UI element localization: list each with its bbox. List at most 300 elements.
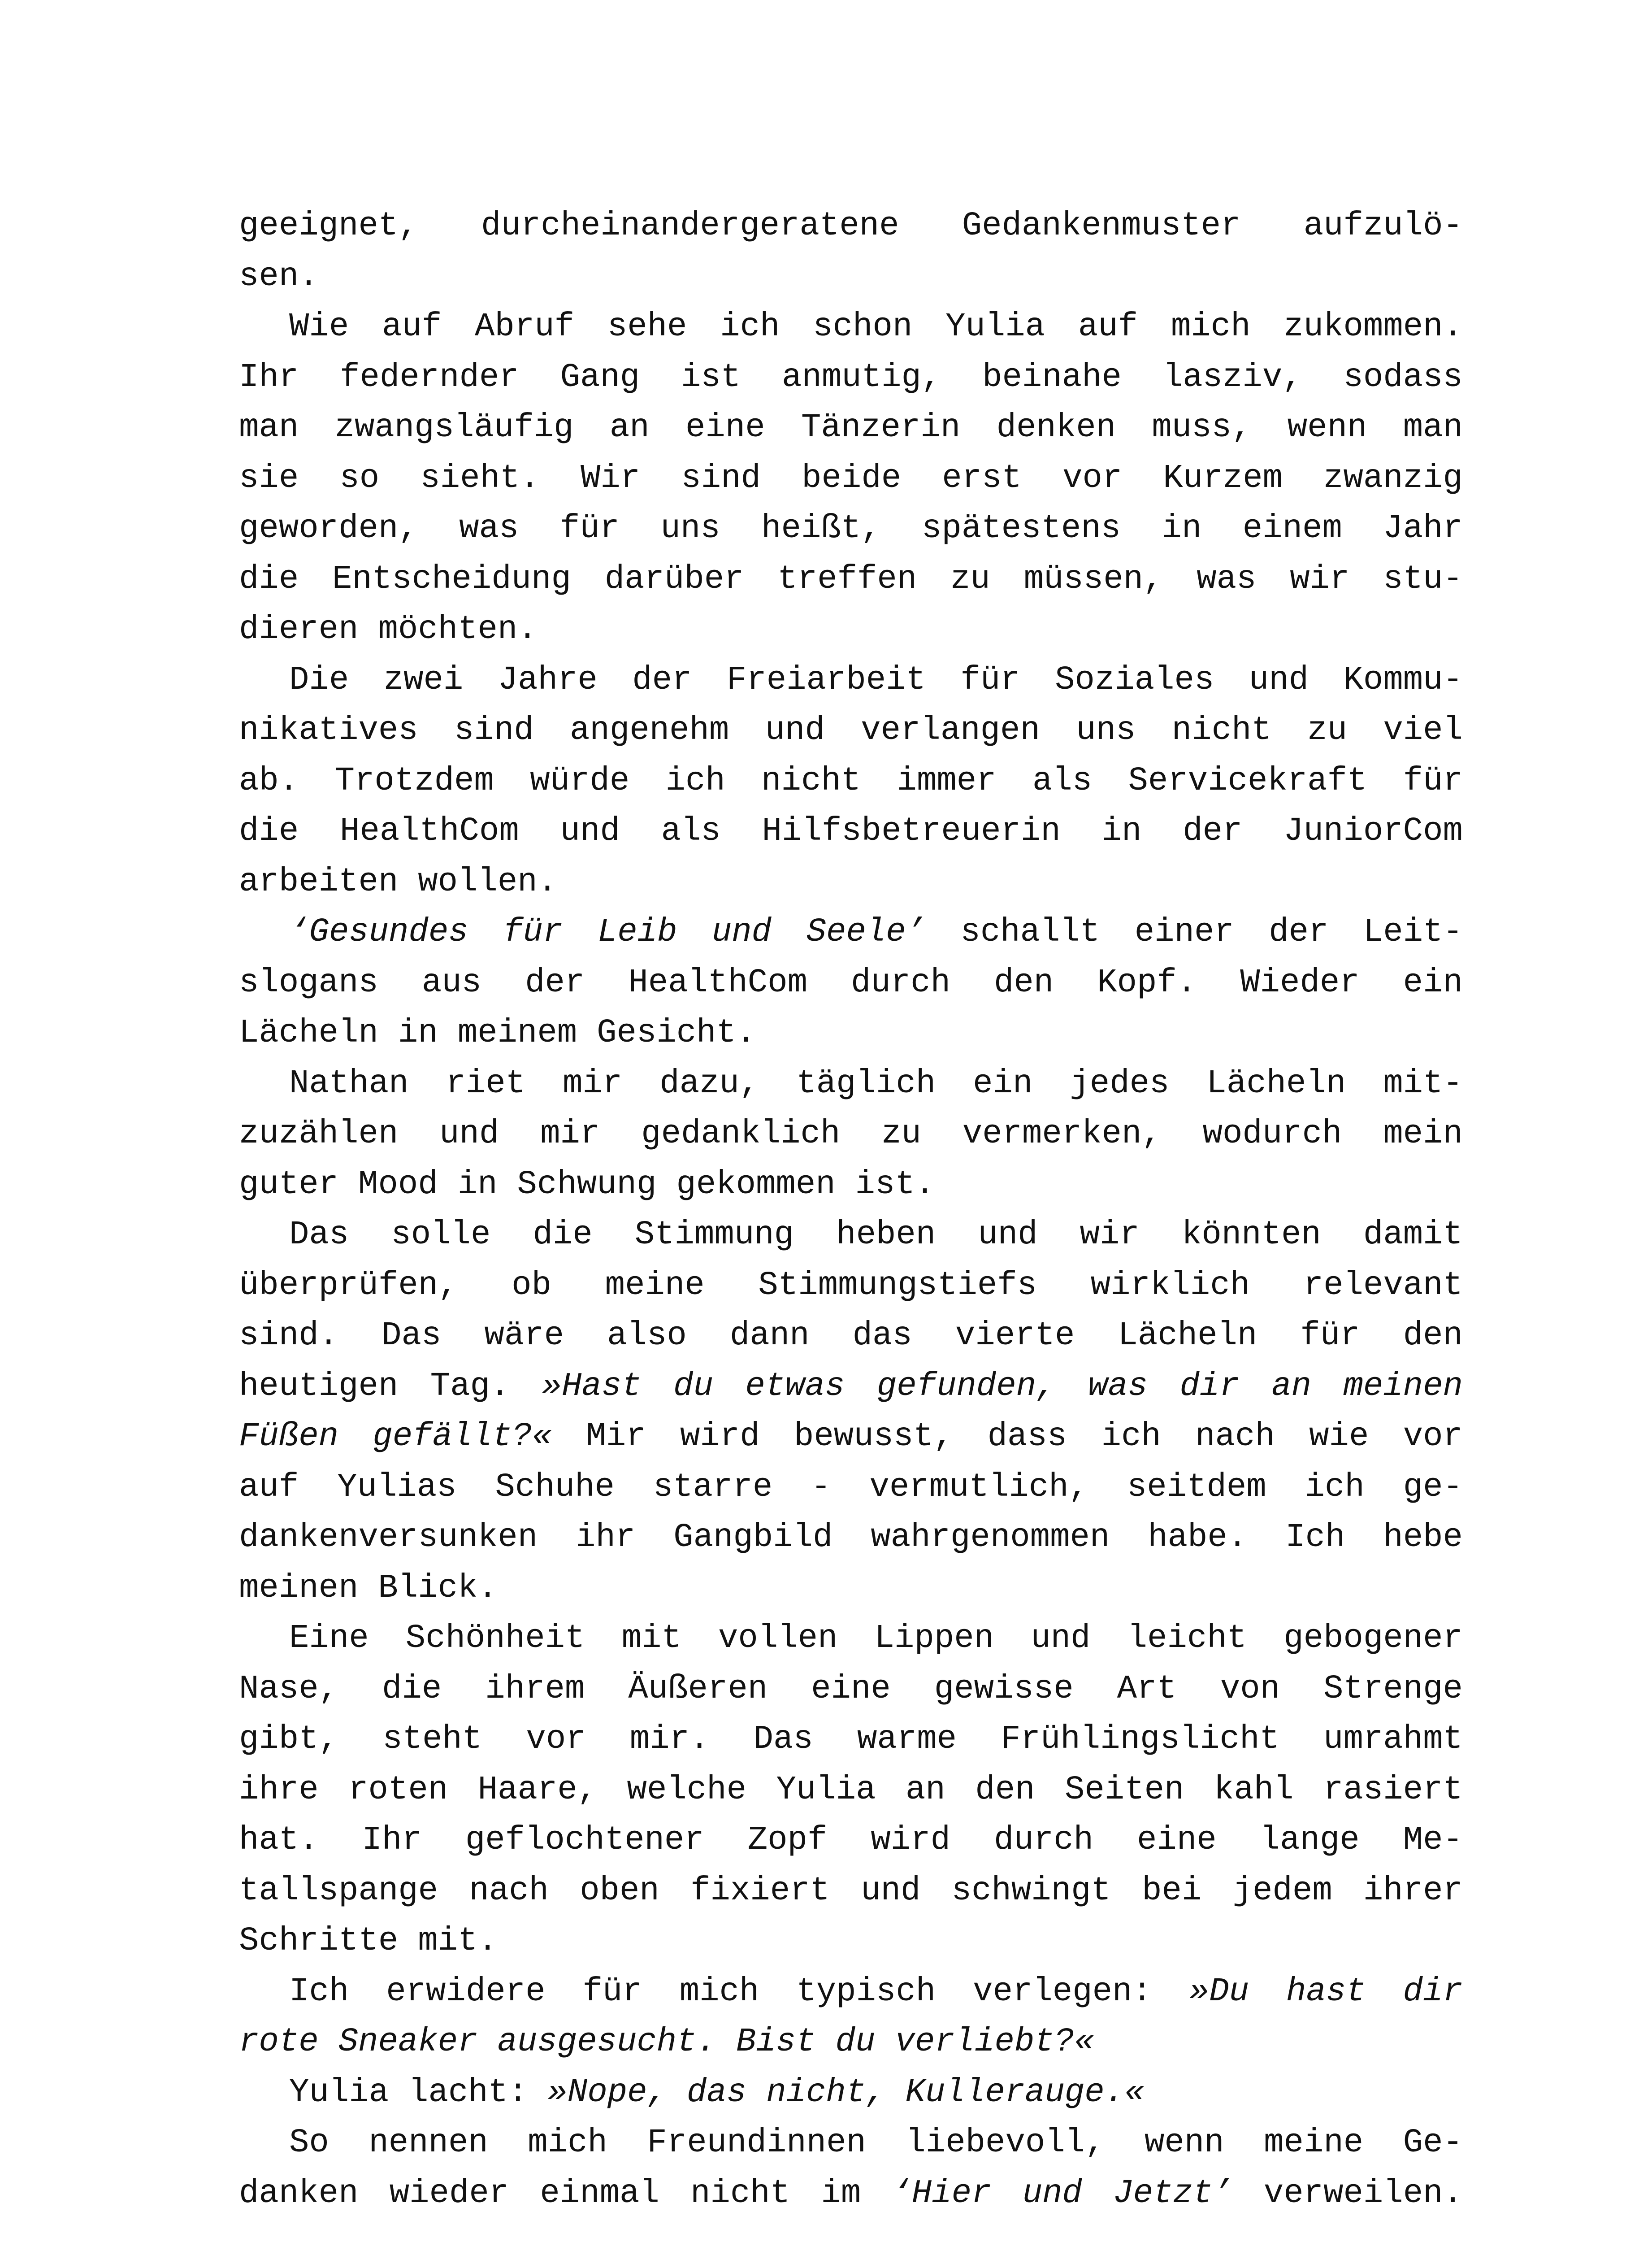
word: schwingt [951,1872,1111,1910]
text-line [239,1008,1463,1059]
word: warme [857,1721,957,1758]
word: und [1031,1620,1091,1657]
word: ich [720,308,780,346]
word: und [1249,661,1309,699]
word: Mir [586,1418,646,1456]
word: zwei [383,661,464,699]
word: nach [469,1872,549,1910]
word: Lächeln [239,1014,378,1052]
word: uns [660,510,720,547]
word: ein [1403,964,1463,1002]
word: Zopf [747,1821,828,1859]
text-line [239,302,1463,352]
word: riet [446,1065,526,1103]
word: sie [239,459,299,497]
word: leicht [1127,1620,1247,1657]
word: mir [563,1065,623,1103]
word: Gang [560,358,640,396]
word: Das [289,1216,349,1254]
word: Jetzt’ [1113,2174,1233,2212]
text-line [239,655,1463,706]
word: und [439,1115,499,1153]
word: Wir [580,459,641,497]
word: täglich [796,1065,936,1103]
word: heutigen [239,1367,399,1405]
word: der [632,661,692,699]
word: sind [681,459,761,497]
word: was [1088,1367,1148,1405]
word: nennen [369,2124,488,2162]
word: vollen [718,1620,838,1657]
word: Tänzerin [801,409,961,447]
word: slogans [239,964,378,1002]
word: Seele’ [806,913,926,951]
word: mir. [629,1721,710,1758]
word: vor [1062,459,1123,497]
word: mir [540,1115,600,1153]
word: jedes [1070,1065,1170,1103]
word: meinem [457,1014,577,1052]
word: uns [1076,712,1136,749]
word: durch [850,964,950,1002]
word: Gesicht. [597,1014,756,1052]
word: meine [605,1266,705,1304]
word: schon [813,308,913,346]
word: Lächeln [1118,1317,1257,1355]
word: sen. [239,257,319,295]
word: ist [681,358,741,396]
word: eine [685,409,765,447]
word: etwas [745,1367,845,1405]
word: zwanzig [1323,459,1463,497]
word: danken [239,2174,359,2212]
text-line [239,453,1463,504]
word: Leit- [1363,913,1463,951]
word: relevant [1303,1266,1463,1304]
text-line [239,352,1463,403]
word: wirklich [1090,1266,1250,1304]
word: Bist [736,2023,816,2061]
word: und [1022,2174,1082,2212]
word: lacht: [408,2073,528,2112]
word: was [1197,560,1257,598]
word: durcheinandergeratene [481,207,899,245]
word: darüber [604,560,744,598]
word: wir [1290,560,1350,598]
word: für [582,1973,642,2011]
word: spätestens [922,510,1121,547]
word: man [1403,409,1463,447]
word: mein [1383,1115,1463,1153]
word: kahl [1214,1771,1294,1809]
text-line [239,958,1463,1008]
word: einer [1134,913,1234,951]
text-line [239,2168,1463,2219]
word: Art [1117,1670,1177,1708]
word: gefunden, [876,1367,1056,1405]
word: man [239,409,299,447]
word: dir [1403,1973,1463,2011]
word: nicht [690,2174,790,2212]
word: Ich [1285,1519,1345,1556]
word: starre [653,1468,773,1506]
word: Hilfsbetreuerin [762,813,1061,850]
word: ihr [576,1519,636,1556]
word: meinen [1343,1367,1463,1405]
word: federnder [340,358,519,396]
word: arbeiten [239,863,399,901]
word: zu [950,560,990,598]
word: Strenge [1323,1670,1463,1708]
word: gewisse [934,1670,1074,1708]
word: geflochtener [465,1821,704,1859]
text-line [239,1412,1463,1462]
word: habe. [1148,1519,1248,1556]
word: zuzählen [239,1115,399,1153]
word: Schuhe [495,1468,615,1506]
word: einem [1242,510,1342,547]
word: Schwung [517,1165,657,1204]
text-line [239,201,1463,252]
word: mich [528,2124,607,2162]
word: wenn [1287,409,1367,447]
word: zwangsläufig [334,409,574,447]
word: Ihr [239,358,299,396]
word: der [525,964,585,1002]
word: Nathan [289,1065,409,1103]
text-line [239,1210,1463,1260]
word: meinen [239,1569,359,1607]
word: gekommen [676,1165,836,1204]
word: dann [729,1317,810,1355]
word: tallspange [239,1872,438,1910]
word: Abruf [475,308,575,346]
word: Eine [289,1620,369,1657]
text-line [239,1714,1463,1765]
word: ihre [239,1771,319,1809]
word: du [673,1367,713,1405]
word: beide [802,459,902,497]
word: Kommu- [1343,661,1463,699]
text-line [239,806,1463,857]
word: wodurch [1202,1115,1342,1153]
word: wenn [1144,2124,1224,2162]
text-line [239,604,1463,655]
word: Haare, [477,1771,598,1809]
word: HealthCom [628,964,807,1002]
word: gedanklich [641,1115,841,1153]
text-line [239,1260,1463,1311]
word: Jahre [498,661,598,699]
word: der [1183,813,1243,850]
word: geworden, [239,510,418,547]
word: hat. [239,1821,319,1859]
word: vor [1403,1418,1463,1456]
word: HealthCom [340,813,519,850]
text-line [239,907,1463,958]
word: lange [1260,1821,1360,1859]
word: und [560,813,620,850]
word: in [398,1014,438,1052]
word: für [1403,762,1463,800]
text-line [239,1866,1463,1916]
word: vierte [955,1317,1075,1355]
word: könnten [1181,1216,1321,1254]
word: ich [665,762,725,800]
word: in [1162,510,1202,547]
word: lasziv, [1162,358,1302,396]
text-line [239,1664,1463,1715]
word: rote [239,2023,319,2061]
word: Me- [1403,1821,1463,1859]
word: nicht, [766,2073,886,2112]
text-line [239,2118,1463,2168]
word: Stimmungstiefs [758,1266,1037,1304]
word: Mood [358,1165,438,1204]
word: mich [1171,308,1251,346]
word: nikatives [239,712,418,749]
word: verlangen [861,712,1040,749]
word: schallt [960,913,1100,951]
word: Das [382,1317,442,1355]
word: und [765,712,825,749]
word: Entscheidung [332,560,571,598]
text-line [239,1160,1463,1210]
text-line [239,1361,1463,1412]
word: und [711,913,772,951]
word: sieht. [420,459,540,497]
word: verliebt?« [895,2023,1094,2061]
text-line [239,1109,1463,1160]
word: Seiten [1064,1771,1184,1809]
word: liebevoll, [906,2124,1105,2162]
body-text [239,201,1463,2219]
word: Nase, [239,1670,339,1708]
word: treffen [777,560,917,598]
text-line [239,857,1463,908]
word: Tag. [430,1367,510,1405]
word: ihrer [1363,1872,1463,1910]
word: wollen. [418,863,558,901]
word: guter [239,1165,339,1204]
word: wir [1080,1216,1140,1254]
word: vermutlich, [869,1468,1088,1506]
word: ausgesucht. [497,2023,716,2061]
word: du [835,2023,876,2061]
word: zukommen. [1283,308,1463,346]
word: Wieder [1240,964,1360,1002]
word: seitdem [1127,1468,1266,1506]
text-line [239,1311,1463,1361]
word: meine [1264,2124,1364,2162]
word: an [1271,1367,1312,1405]
word: die [533,1216,593,1254]
word: und [978,1216,1038,1254]
word: typisch [796,1973,936,2011]
word: an [609,409,650,447]
word: immer [897,762,997,800]
word: Ge- [1403,2124,1463,2162]
word: Gangbild [673,1519,833,1556]
word: wäre [484,1317,564,1355]
word: wieder [389,2174,509,2212]
word: »Hast [542,1367,642,1405]
text-line [239,1563,1463,1614]
word: rasiert [1323,1771,1463,1809]
word: Die [289,661,349,699]
word: bei [1142,1872,1202,1910]
word: mit- [1383,1065,1463,1103]
text-line [239,1462,1463,1513]
word: sind. [239,1317,339,1355]
word: erst [942,459,1022,497]
word: Lächeln [1206,1065,1346,1103]
word: im [821,2174,861,2212]
word: nach [1195,1418,1275,1456]
word: damit [1363,1216,1463,1254]
word: Freiarbeit [726,661,926,699]
word: ich [1101,1418,1161,1456]
word: viel [1383,712,1463,749]
word: aufzulö- [1303,207,1463,245]
word: würde [530,762,630,800]
word: Leib [597,913,677,951]
word: beinahe [982,358,1122,396]
word: ge- [1403,1468,1463,1506]
word: Blick. [378,1569,498,1607]
word: ein [973,1065,1033,1103]
word: die [382,1670,442,1708]
word: ihrem [485,1670,585,1708]
word: wahrgenommen [871,1519,1110,1556]
word: Wie [289,308,349,346]
word: denken [996,409,1116,447]
word: die [239,813,299,850]
text-line [239,504,1463,554]
word: Servicekraft [1128,762,1367,800]
word: Ihr [362,1821,422,1859]
word: vor [526,1721,586,1758]
word: ist. [855,1165,935,1204]
word: Füßen [239,1418,339,1456]
word: Yulias [337,1468,457,1506]
word: Lippen [874,1620,994,1657]
word: auf [239,1468,299,1506]
word: dieren [239,611,359,648]
word: so [339,459,380,497]
word: dankenversunken [239,1519,538,1556]
word: Frühlingslicht [1001,1721,1279,1758]
word: Yulia [945,308,1045,346]
word: Yulia [289,2073,389,2112]
word: in [1101,813,1142,850]
word: zu [881,1115,921,1153]
word: möchten. [378,611,538,648]
word: Das [753,1721,813,1758]
word: heißt, [761,510,881,547]
word: - [811,1468,831,1506]
word: der [1269,913,1329,951]
word: als [1032,762,1093,800]
word: wird [871,1821,950,1859]
word: dazu, [659,1065,759,1103]
text-line [239,2068,1463,2118]
word: Yulia [776,1771,876,1809]
word: hebe [1383,1519,1463,1556]
word: aus [421,964,482,1002]
word: an [905,1771,945,1809]
word: mich [679,1973,759,2011]
word: Freundinnen [647,2124,866,2162]
word: ‘Gesundes [289,913,468,951]
word: durch [993,1821,1094,1859]
word: eine [811,1670,891,1708]
word: jedem [1232,1872,1332,1910]
word: ich [1305,1468,1365,1506]
word: sind [454,712,534,749]
text-line [239,1059,1463,1109]
word: Stimmung [634,1216,794,1254]
word: erwidere [386,1973,546,2011]
word: was [459,510,519,547]
text-line [239,705,1463,756]
word: einmal [540,2174,659,2212]
word: Soziales [1055,661,1214,699]
word: fixiert [690,1872,830,1910]
word: überprüfen, [239,1266,458,1304]
text-line [239,2017,1463,2068]
word: verweilen. [1263,2174,1463,2212]
word: Kullerauge.« [905,2073,1145,2112]
word: in [457,1165,498,1204]
word: geeignet, [239,207,418,245]
word: dir [1179,1367,1240,1405]
text-line [239,1815,1463,1866]
word: Kopf. [1097,964,1197,1002]
word: als [661,813,721,850]
word: heben [836,1216,936,1254]
word: nicht [761,762,861,800]
word: den [1403,1317,1463,1355]
word: Jahr [1383,510,1463,547]
word: muss, [1152,409,1252,447]
word: eine [1137,1821,1217,1859]
word: auf [382,308,442,346]
word: von [1220,1670,1280,1708]
word: solle [391,1216,491,1254]
text-line [239,403,1463,453]
text-line [239,1967,1463,2017]
word: gebogener [1283,1620,1463,1657]
word: Ich [289,1973,349,2011]
word: roten [348,1771,448,1809]
word: für [559,510,620,547]
word: Schritte [239,1922,399,1960]
word: wird [680,1418,760,1456]
word: sehe [607,308,687,346]
text-line [239,1613,1463,1664]
word: zu [1307,712,1347,749]
word: müssen, [1023,560,1163,598]
word: mit. [418,1922,498,1960]
word: Schönheit [405,1620,585,1657]
word: steht [382,1721,482,1758]
text-line [239,756,1463,807]
word: gefällt?« [373,1418,552,1456]
word: für [503,913,563,951]
word: umrahmt [1323,1721,1463,1758]
word: für [1300,1317,1360,1355]
